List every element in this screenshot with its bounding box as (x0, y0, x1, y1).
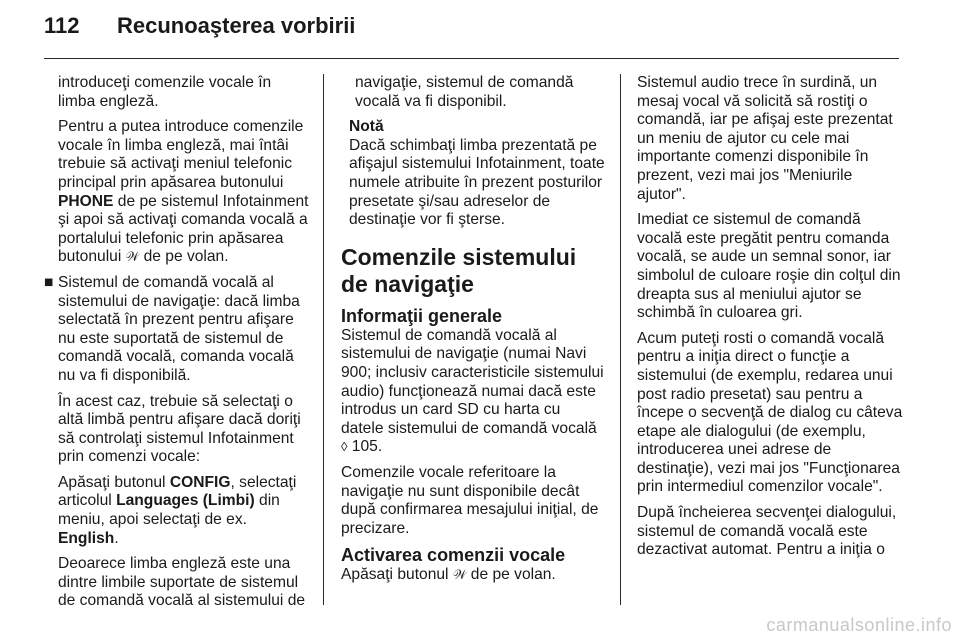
section-title: Comenzile sistemului de navigaţie (341, 243, 577, 297)
paragraph: În acest caz, trebuie să selectaţi o altă limbă pentru afişare dacă doriţi să controlaţi sistemul Infotainment prin comenzi vocale: (58, 392, 301, 466)
paragraph: Apăsaţi butonul CONFIG, selectaţi articolul Languages (Limbi) din meniu, apoi selectaţi de ex. English. (58, 473, 297, 547)
paragraph: introduceţi comenzile vocale în limba engleză. (58, 74, 272, 110)
paragraph: Imediat ce sistemul de comandă vocală este pregătit pentru comanda vocală, se aude un semnal sonor, iar simbolul de culoare roşie din colţul din dreapta sus al meniului ajutor se schimbă în culoarea gri. (637, 211, 901, 322)
column-2 (341, 74, 607, 592)
english-option-label: English (58, 529, 115, 547)
paragraph: navigaţie, sistemul de comandă vocală va fi disponibil. (355, 74, 574, 110)
list-item: ■ Sistemul de comandă vocală al sistemului de navigaţie: dacă limba selectată în prezent pentru afişare nu este suportată de sistemul de comandă vocală, comanda vocală nu va fi disponibilă. (44, 273, 300, 384)
page-number: 112 (44, 13, 80, 38)
voice-button-icon: 𝒲 (452, 567, 467, 583)
paragraph: Sistemul audio trece în surdină, un mesaj vocal vă solicită să rostiţi o comandă, iar pe afişaj este prezentat un meniu de ajutor cu cele mai importante comenzi disponibile în prezent, vezi mai jos "Meniurile ajutor". (637, 74, 893, 203)
header-divider (44, 58, 899, 59)
paragraph: Apăsaţi butonul 𝒲 de pe volan. (341, 566, 556, 584)
config-button-label: CONFIG (169, 473, 231, 491)
voice-button-icon: 𝒲 (125, 249, 140, 265)
watermark: carmanualsonline.info (766, 615, 952, 635)
paragraph: Comenzile vocale referitoare la navigaţie nu sunt disponibile decât după confirmarea mesajului iniţial, de precizare. (341, 463, 599, 537)
paragraph: Sistemul de comandă vocală al sistemului de navigaţie (numai Navi 900; inclusiv caracteristicile sistemului audio) funcţionează numai dacă este introdus un card SD cu harta cu datele sistemului de comandă vocală ◊ 105. (341, 326, 604, 456)
page-title: Recunoaşterea vorbirii (117, 13, 356, 38)
note-title: Notă (349, 118, 384, 136)
subsection-title: Activarea comenzii vocale (341, 545, 566, 566)
page-reference-icon: ◊ (341, 439, 348, 455)
paragraph: Deoarece limba engleză este una dintre limbile suportate de sistemul de comandă vocală al sistemului de (58, 555, 306, 610)
column-3 (637, 74, 903, 567)
column-divider-2 (620, 74, 621, 605)
phone-button-label: PHONE (58, 192, 114, 210)
page-reference: 105 (351, 438, 378, 456)
subsection-title: Informaţii generale (341, 305, 503, 326)
note-text: Dacă schimbaţi limba prezentată pe afişajul sistemului Infotainment, toate numele atribuite în prezent posturilor presetate şi/sau adreselor de destinaţie vor fi şterse. (349, 136, 605, 229)
paragraph: Acum puteţi rosti o comandă vocală pentru a iniţia direct o funcţie a sistemului (de exemplu, redarea unui post radio presetat) sau pentru a începe o secvenţă de dialog cu câteva etape ale dialogului (de exemplu, introducerea unei adrese de destinaţie), vezi mai jos "Funcţionarea prin intermediul comenzilor vocale". (637, 329, 903, 496)
bullet-icon: ■ (44, 273, 54, 291)
page-header (0, 0, 960, 62)
paragraph: Pentru a putea introduce comenzile vocale în limba engleză, mai întâi trebuie să activaţi meniul telefonic principal prin apăsarea butonului PHONE de pe sistemul Infotainment şi apoi să activaţi comanda vocală a portalului telefonic prin apăsarea butonului 𝒲 de pe volan. (58, 118, 309, 266)
column-divider-1 (323, 74, 324, 605)
languages-menu-label: Languages (Limbi) (116, 492, 255, 510)
paragraph: După încheierea secvenţei dialogului, sistemul de comandă vocală este dezactivat automat. Pentru a iniţia o (637, 504, 897, 559)
column-1 (44, 74, 310, 618)
